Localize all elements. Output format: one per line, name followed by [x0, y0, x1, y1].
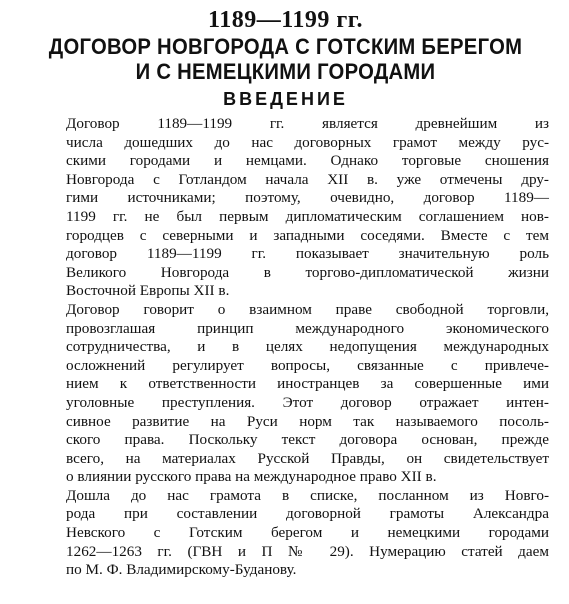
body-text	[22, 115, 549, 580]
text-line: осложнений регулирует вопросы, связанные с привлече-	[66, 356, 549, 374]
text-line: числа дошедших до нас договорных грамот между рус-	[66, 133, 549, 151]
section-heading: ВВЕДЕНИЕ	[223, 89, 348, 109]
text-line: Невского с Готским берегом и немецкими городами	[66, 524, 549, 542]
text-line: сотрудничества, и в целях недопущения международных	[66, 338, 549, 356]
text-line: Договор 1189—1199 гг. является древнейшим из	[66, 115, 549, 132]
text-line: Договор говорит о взаимном праве свободной торговли,	[66, 300, 549, 318]
document-title-line-1: ДОГОВОР НОВГОРОДА С ГОТСКИМ БЕРЕГОМ	[48, 34, 523, 59]
text-line: Новгорода с Готландом начала XII в. уже отмечены дру-	[66, 170, 549, 188]
text-line: Великого Новгорода в торгово-дипломатической жизни	[66, 263, 549, 281]
text-line: Восточной Европы XII в.	[66, 282, 230, 300]
text-line: Дошла до нас грамота в списке, посланном из Новго-	[66, 486, 549, 504]
text-line: сивное развитие на Руси норм так называемого посоль-	[66, 412, 549, 430]
text-line: 1262—1263 гг. (ГВН и П № 29). Нумерацию статей даем	[66, 542, 549, 560]
text-line: гими источниками; поэтому, очевидно, договор 1189—	[66, 189, 549, 207]
text-line: городцев с северными и западными соседями. Вместе с тем	[66, 226, 549, 244]
text-line: 1199 гг. не был первым дипломатическим соглашением нов-	[66, 207, 549, 225]
paragraph-1	[22, 115, 549, 301]
paragraph-2	[22, 301, 549, 487]
paragraph-3	[22, 487, 549, 580]
text-line: рода при составлении договорной грамоты Александра	[66, 505, 549, 523]
text-line: уголовные преступления. Этот договор отражает интен-	[66, 393, 549, 411]
document-dates: 1189—1199 гг.	[208, 7, 363, 33]
text-line: нием к ответственности иностранцев за совершенные ими	[66, 375, 549, 393]
text-line: всего, на материалах Русской Правды, он свидетельствует	[66, 449, 549, 467]
text-line: о влиянии русского права на международное право XII в.	[66, 468, 437, 486]
text-line: провозглашая принцип международного экономического	[66, 319, 549, 337]
text-line: ского права. Поскольку текст договора основан, прежде	[66, 431, 549, 449]
document-title-line-2: И С НЕМЕЦКИМИ ГОРОДАМИ	[135, 59, 436, 84]
text-line: скими городами и немцами. Однако торговые сношения	[66, 152, 549, 170]
text-line: по М. Ф. Владимирскому-Буданову.	[66, 561, 297, 579]
text-line: договор 1189—1199 гг. показывает значительную роль	[66, 245, 549, 263]
